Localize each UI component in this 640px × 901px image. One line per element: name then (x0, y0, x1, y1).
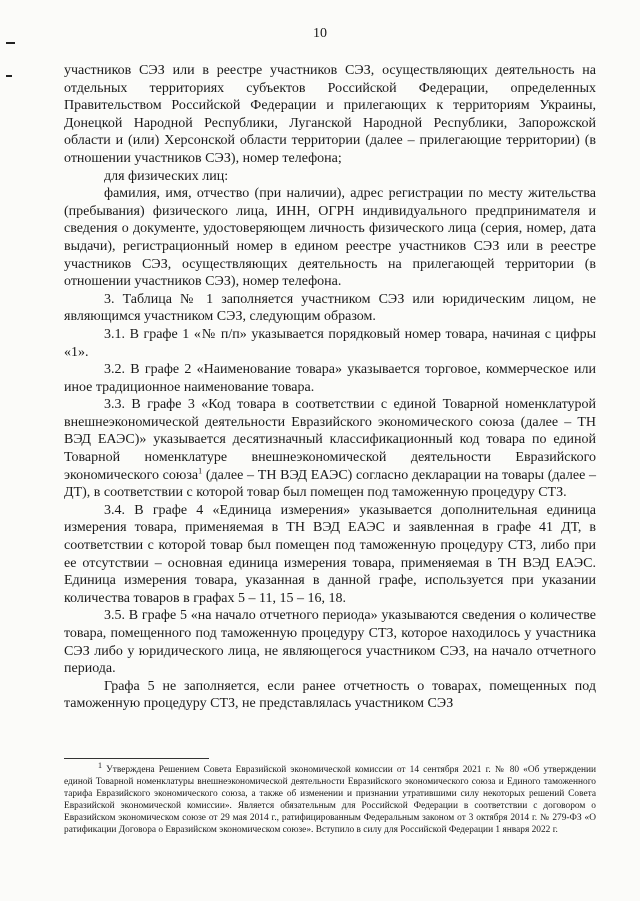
paragraph-section-3: 3. Таблица № 1 заполняется участником СЭЗ или юридическим лицом, не являющимся участником СЭЗ, следующим образом. (64, 291, 596, 325)
footnote (64, 760, 596, 836)
paragraph-3-3-tail: (далее – ТН ВЭД ЕАЭС) согласно декларации на товары (далее – ДТ), в соответствии с которой товар был помещен под таможенную процедуру СТЗ. (64, 467, 596, 501)
footnote-reference: 1 (198, 466, 203, 475)
document-body (64, 62, 596, 713)
paragraph-3-3 (64, 396, 596, 502)
paragraph-column-5-note: Графа 5 не заполняется, если ранее отчетность о товарах, помещенных под таможенную процедуру СТЗ, не представлялась участником СЭЗ (64, 678, 596, 712)
scan-mark-top (6, 42, 15, 44)
paragraph-individuals-heading: для физических лиц: (104, 168, 229, 184)
page-number: 10 (313, 26, 327, 41)
footnote-separator (64, 758, 209, 759)
paragraph-3-1: 3.1. В графе 1 «№ п/п» указывается порядковый номер товара, начиная с цифры «1». (64, 326, 596, 360)
paragraph-3-4: 3.4. В графе 4 «Единица измерения» указывается дополнительная единица измерения товара, применяемая в ТН ВЭД ЕАЭС и заявленная в графе 41 ДТ, в соответствии с которой товар был помещен под таможенную процедуру СТЗ, либо при ее отсутствии – основная единица измерения товара, применяемая в ТН ВЭД ЕАЭС. Единица измерения товара, указанная в данной графе, используется при указании количества товаров в графах 5 – 11, 15 – 16, 18. (64, 502, 596, 606)
paragraph-individuals-details: фамилия, имя, отчество (при наличии), адрес регистрации по месту жительства (пребывания) физического лица, ИНН, ОГРН индивидуального предпринимателя и сведения о документе, удостоверяющем личность физического лица (серия, номер, дата выдачи), регистрационный номер в едином реестре участников СЭЗ или в реестре участников СЭЗ, осуществляющих деятельность на прилегающей территории (в отношении участников СЭЗ), номер телефона. (64, 186, 596, 290)
scan-mark-middle (6, 75, 12, 77)
paragraph-3-3-text: 3.3. В графе 3 «Код товара в соответствии с единой Товарной номенклатурой внешнеэкономической деятельности Евразийского экономического союза (далее – ТН ВЭД ЕАЭС)» указывается десятизначный классификационный код товара по единой Товарной номенклатуре внешнеэкономической деятельности Евразийского экономического союза (64, 397, 596, 483)
footnote-marker: 1 (98, 760, 102, 770)
paragraph-3-5: 3.5. В графе 5 «на начало отчетного периода» указываются сведения о количестве товара, помещенного под таможенную процедуру СТЗ, которое находилось у участника СЭЗ либо у юридического лица, не являющегося участником СЭЗ, на начало отчетного периода. (64, 608, 596, 677)
paragraph-3-2: 3.2. В графе 2 «Наименование товара» указывается торговое, коммерческое или иное традиционное наименование товара. (64, 362, 596, 395)
footnote-text: Утверждена Решением Совета Евразийской экономической комиссии от 14 сентября 2021 г. № 80 «Об утверждении единой Товарной номенклатуры внешнеэкономической деятельности Евразийского экономического союза и Единого таможенного тарифа Евразийского экономического союза, а также об изменении и признании утратившими силу некоторых решений Совета Евразийской экономической комиссии». Является обязательным для Российской Федерации в соответствии с договором о Евразийском экономическом союзе от 29 мая 2014 г., ратифицированным Федеральным законом от 3 октября 2014 г. № 279-ФЗ «О ратификации Договора о Евразийском экономическом союзе». Вступило в силу для Российской Федерации 1 января 2022 г. (64, 765, 596, 835)
paragraph-continuation: участников СЭЗ или в реестре участников СЭЗ, осуществляющих деятельность на отдельных территориях субъектов Российской Федерации, определенных Правительством Российской Федерации и прилегающих к территориям Украины, Донецкой Народной Республики, Луганской Народной Республики, Запорожской области и (или) Херсонской области территории (далее – прилегающие территории) (в отношении участников СЭЗ), номер телефона; (64, 63, 596, 166)
